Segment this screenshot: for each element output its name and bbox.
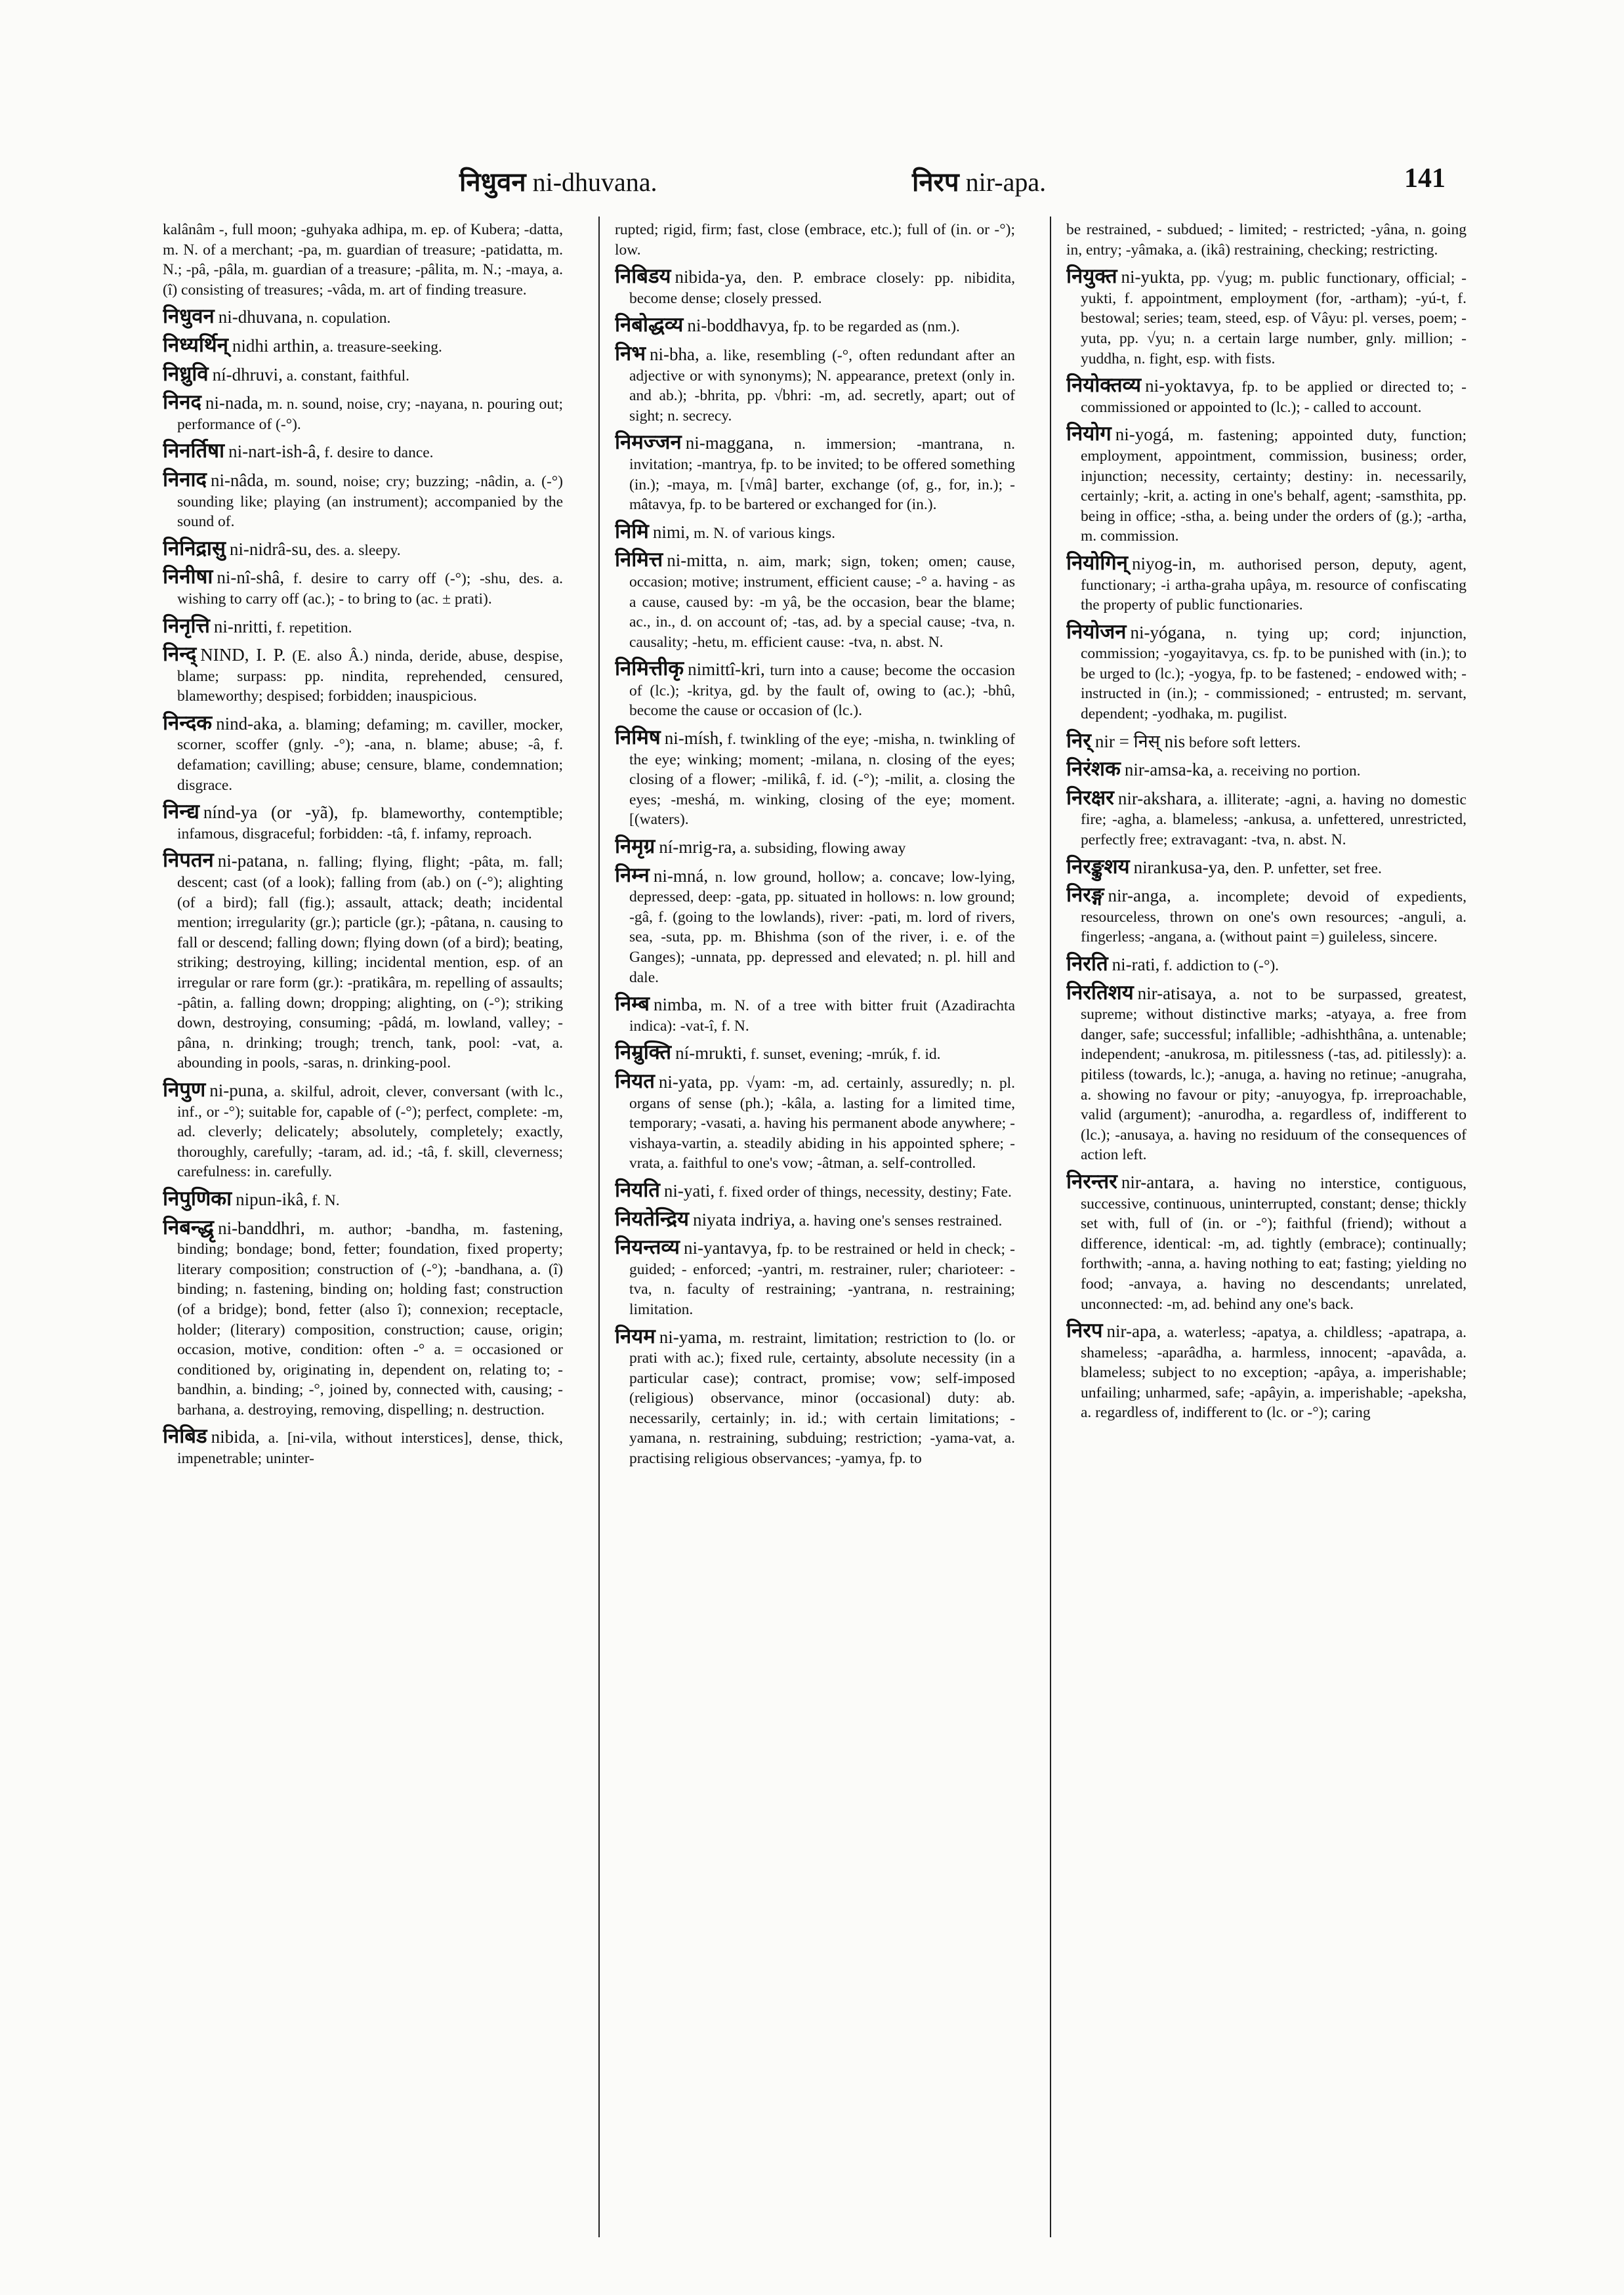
dictionary-entry: [163, 613, 563, 638]
entry-definition: des. a. sleepy.: [316, 541, 401, 559]
column-divider: [1050, 217, 1051, 2237]
entry-transliteration: nipun-ikâ,: [236, 1189, 308, 1209]
entry-definition: f. N.: [312, 1191, 340, 1209]
entry-transliteration: nidhi arthin,: [232, 335, 319, 356]
entry-definition: n. falling; flying, flight; -pâta, m. fall; descent; cast (of a look); falling from (ab.) on (-°); alighting (of a bird); fall (fig.); assault, attack; death; incidental mention; irregularity (gr.); particle (gr.); -pâtana, n. causing to fall or descend; falling down; flying down (of a bird); beating, striking; destroying, killing; incidental mention, esp. of an irregular or rare form (gr.): -pratikâra, m. repelling of assaults; -pâtin, a. falling down; dropping; alighting, on (-°); striking down, destroying, consuming; -pâdá, m. lowland, valley; -pâna, n. drinking; trough; trench, tank, pool: -vat, a. abounding in pools, -saras, n. drinking-pool.: [177, 854, 563, 1072]
dictionary-entry: [163, 467, 563, 532]
entry-transliteration: ni-bha,: [650, 344, 699, 364]
running-head-left-devanagari: निधुवन: [459, 167, 526, 197]
entry-headword: नियुक्त: [1066, 264, 1117, 289]
entry-headword: निभ: [615, 341, 646, 365]
entry-transliteration: nimittî-kri,: [688, 659, 765, 680]
dictionary-entry: [1066, 550, 1467, 615]
dictionary-entry: [1066, 728, 1467, 753]
entry-definition: n. immersion; -mantrana, n. invitation; -mantrya, fp. to be invited; to be offered something (in.); -maya, m. [√mâ] barter, exchange (of, g., for, in.); -mâtavya, fp. to be bartered or exchanged for (in.).: [629, 436, 1015, 514]
dictionary-column-2: [615, 220, 1015, 2227]
entry-transliteration: ni-puna,: [209, 1080, 268, 1100]
entry-transliteration: ni-mná,: [653, 865, 709, 886]
running-head-left: [459, 163, 657, 199]
entry-definition: f. twinkling of the eye; -misha, n. twinkling of the eye; winking; moment; -milana, n. closing of the eyes; closing of a flower; -milikâ, f. id. (-°); -milit, a. closing the eyes; -meshá, m. winking, closing of the eye; moment. [(waters).: [629, 731, 1015, 829]
dictionary-entry: [163, 1186, 563, 1211]
entry-definition: f. fixed order of things, necessity, destiny; Fate.: [718, 1183, 1012, 1201]
entry-headword: निबिडय: [615, 264, 671, 289]
entry-headword: निनृत्ति: [163, 613, 210, 638]
dictionary-entry: [1066, 220, 1467, 260]
dictionary-entry: [163, 644, 563, 707]
entry-definition: a. having no interstice, contiguous, successive, continuous, uninterrupted, constant; dense; thickly set with, full of (in. or -°); faithful (friend); without a difference, identical: -m, ad. tightly (embrace); continually; forthwith; -anna, a. having nothing to eat; fasting; yielding no food; -anvaya, a. having no descendants; unrelated, unconnected: -m, ad. behind any one's back.: [1081, 1174, 1467, 1313]
entry-definition: a. incomplete; devoid of expedients, resourceless, thrown on one's own resources; -anguli, a. fingerless; -angana, a. (without paint =) guileless, sincere.: [1081, 888, 1467, 946]
entry-transliteration: nir-apa,: [1106, 1321, 1161, 1342]
entry-headword: निरङ्ग: [1066, 883, 1104, 907]
dictionary-entry: [163, 1077, 563, 1182]
entry-definition: a. treasure-seeking.: [322, 338, 442, 356]
entry-transliteration: ni-nâda,: [210, 470, 268, 490]
entry-headword: नियोजन: [1066, 619, 1127, 644]
entry-headword: निनीषा: [163, 565, 213, 589]
entry-transliteration: nir-atisaya,: [1137, 983, 1217, 1003]
dictionary-entry: [1066, 1169, 1467, 1314]
dictionary-entry: [615, 837, 1015, 859]
entry-transliteration: NIND, I. P.: [200, 645, 286, 665]
dictionary-entry: [615, 659, 1015, 721]
entry-definition: den. P. embrace closely: pp. nibidita, become dense; closely pressed.: [629, 270, 1015, 307]
entry-transliteration: ní-dhruvi,: [212, 364, 283, 384]
entry-headword: नियन्तव्य: [615, 1235, 680, 1260]
entry-headword: निम्न: [615, 863, 650, 887]
entry-headword: नियतेन्द्रिय: [615, 1207, 689, 1231]
dictionary-entry: [615, 1209, 1015, 1231]
entry-transliteration: ni-dhuvana,: [218, 307, 302, 327]
entry-definition: a. waterless; -apatya, a. childless; -apatrapa, a. shameless; -aparâdha, a. harmless, innocent; -apavâda, a. blameless; subject to no exception; -apâya, a. imperishable; unfailing; unharmed, safe; -apâyin, a. imperishable; -apeksha, a. regardless of, indifferent to (lc. or -°); caring: [1081, 1324, 1467, 1422]
dictionary-entry: [615, 1043, 1015, 1065]
entry-definition: a. receiving no portion.: [1217, 762, 1361, 780]
entry-transliteration: ni-yógana,: [1130, 622, 1206, 642]
entry-definition: a. not to be surpassed, greatest, supreme; without distinctive marks; -atyaya, a. free from danger, safe; successful; infallible; -adhishthâna, a. untenable; independent; -anukrosa, m. pitilessness (-tas, ad. pitilessly): a. pitiless (towards, lc.); -anuga, a. having no retinue; -anugraha, a. showing no favour or pity; -anuyogya, fp. irreproachable, valid (argument); -anurodha, a. regardless of, indifferent to (lc.); -anusaya, a. having no residuum of the consequences of action left.: [1081, 985, 1467, 1164]
dictionary-column-1: [163, 220, 563, 2227]
entry-headword: निबोद्धव्य: [615, 313, 684, 337]
entry-definition: a. having one's senses restrained.: [799, 1212, 1003, 1230]
dictionary-entry: [615, 1180, 1015, 1203]
dictionary-entry: [1066, 885, 1467, 947]
entry-definition: f. addiction to (-°).: [1163, 957, 1280, 974]
dictionary-entry: [615, 432, 1015, 514]
entry-definition: fp. to be regarded as (nm.).: [793, 318, 960, 336]
entry-headword: निध्यर्थिन्: [163, 333, 228, 357]
entry-definition: a. subsiding, flowing away: [739, 840, 906, 858]
entry-transliteration: nibida,: [211, 1427, 260, 1447]
entry-headword: निरंशक: [1066, 757, 1121, 781]
entry-definition: m. N. of various kings.: [693, 524, 836, 542]
entry-headword: निपतन: [163, 848, 214, 873]
entry-transliteration: niyog-in,: [1131, 553, 1197, 573]
entry-definition: f. sunset, evening; -mrúk, f. id.: [750, 1046, 941, 1064]
entry-transliteration: ní-mrukti,: [675, 1043, 747, 1064]
entry-definition: fp. to be applied or directed to; - commissioned or appointed to (lc.); - called to account.: [1081, 379, 1467, 416]
dictionary-entry: [163, 220, 563, 300]
entry-headword: नियत: [615, 1069, 655, 1093]
entry-headword: नियति: [615, 1178, 660, 1202]
entry-definition: n. copulation.: [306, 310, 391, 327]
dictionary-entry: [1066, 980, 1467, 1165]
entry-transliteration: nirankusa-ya,: [1133, 857, 1230, 877]
entry-headword: निर्: [1066, 728, 1091, 753]
dictionary-entry: [615, 1237, 1015, 1319]
entry-transliteration: ni-yama,: [659, 1327, 722, 1347]
entry-headword: निनद: [163, 390, 201, 415]
dictionary-entry: [615, 519, 1015, 544]
dictionary-entry: [163, 392, 563, 434]
entry-definition: a. skilful, adroit, clever, conversant (with lc., inf., or -°); suitable for, capable of (-°); perfect, complete: -m, ad. cleverly; delicately; absolutely, completely; exactly, thoroughly, carefully; -taram, ad. id.; -tâ, f. skill, cleverness; carefulness: in. carefully.: [177, 1083, 563, 1181]
entry-definition: pp. √yug; m. public functionary, official; -yukti, f. appointment, employment (for, -artham); -yú-t, f. bestowal; series; team, steed, esp. of Vâyu: pl. verses, poem; -yuta, pp. √yu; n. a certain large number, gnly. million; -yuddha, n. fight, esp. with fists.: [1081, 270, 1467, 367]
entry-definition: den. P. unfetter, set free.: [1233, 859, 1382, 877]
dictionary-entry: [615, 315, 1015, 337]
entry-headword: निबन्द्धृ: [163, 1215, 215, 1239]
entry-definition: rupted; rigid, firm; fast, close (embrace, etc.); full of (in. or -°); low.: [615, 221, 1015, 258]
running-head-center: [912, 163, 1046, 199]
entry-transliteration: ni-nritti,: [213, 616, 273, 636]
dictionary-entry: [163, 1426, 563, 1468]
dictionary-entry: [1066, 954, 1467, 976]
entry-definition: (E. also Â.) ninda, deride, abuse, despise, blame; surpass: pp. nindita, reprehended, censured, blameworthy; despised; forbidden; inauspicious.: [177, 648, 563, 705]
entry-definition: m. restraint, limitation; restriction to (lo. or prati with ac.); fixed rule, certainty, absolute necessity (in a particular case); contract, promise; vow; self-imposed (religious) observance, minor (occasional) duty: ab. necessarily, certainly; in. id.; with certain limitations; -yamana, n. restraining, subduing; restriction; -yama-vat, a. practising religious observances; -yamya, fp. to: [629, 1329, 1015, 1468]
entry-headword: नियम: [615, 1324, 656, 1348]
dictionary-entry: [163, 335, 563, 358]
dictionary-entry: [1066, 424, 1467, 547]
dictionary-entry: [163, 441, 563, 463]
dictionary-entry: [615, 865, 1015, 988]
entry-headword: नियोक्तव्य: [1066, 373, 1142, 398]
entry-transliteration: ní-mrig-ra,: [659, 837, 736, 858]
dictionary-entry: [1066, 785, 1467, 850]
entry-definition: kalânâm -, full moon; -guhyaka adhipa, m. ep. of Kubera; -datta, m. N. of a merchant; -pa, m. guardian of treasure; -patidatta, m. N.; -pâ, -pâla, m. guardian of a treasure; -pâlita, m. N.; -maya, a. (î) consisting of treasures; -vâda, m. art of finding treasure.: [163, 221, 563, 299]
dictionary-entry: [163, 567, 563, 609]
entry-transliteration: niyata indriya,: [692, 1209, 795, 1230]
dictionary-entry: [615, 220, 1015, 260]
entry-transliteration: ni-yantavya,: [684, 1238, 772, 1258]
entry-headword: नियोगिन्: [1066, 550, 1128, 575]
entry-definition: f. repetition.: [276, 619, 352, 636]
dictionary-entry: [1066, 375, 1467, 417]
entry-definition: turn into a cause; become the occasion of (lc.); -kritya, gd. by the fault of, owing to (ac.); -bhû, become the cause or occasion of (lc.).: [629, 662, 1015, 720]
dictionary-entry: [163, 1215, 563, 1420]
dictionary-entry: [615, 341, 1015, 426]
entry-headword: निपुणिका: [163, 1186, 232, 1210]
entry-transliteration: ni-yogá,: [1115, 424, 1174, 445]
entry-transliteration: ni-mísh,: [664, 728, 723, 749]
dictionary-entry: [1066, 619, 1467, 724]
entry-transliteration: ni-nart-ish-â,: [228, 442, 321, 462]
dictionary-entry: [163, 802, 563, 844]
entry-headword: निरङ्कुशय: [1066, 854, 1130, 879]
entry-headword: निध्रुवि: [163, 362, 209, 386]
entry-headword: निम्ब: [615, 992, 650, 1016]
entry-headword: निरति: [1066, 952, 1108, 976]
entry-definition: a. illiterate; -agni, a. having no domestic fire; -agha, a. blameless; -ankusa, a. unfettered, unrestricted, perfectly free; extravagant: -tva, n. abst. N.: [1081, 791, 1467, 849]
dictionary-entry: [615, 550, 1015, 652]
entry-headword: निनिद्रासु: [163, 536, 226, 560]
entry-definition: fp. to be restrained or held in check; - guided; - enforced; -yantri, m. restrainer, ruler; charioteer: -tva, n. faculty of restraining; -yantrana, n. restraining; limitation.: [629, 1241, 1015, 1318]
entry-definition: m. n. sound, noise, cry; -nayana, n. pouring out; performance of (-°).: [177, 396, 563, 433]
entry-definition: a. like, resembling (-°, often redundant after an adjective or with synonyms); N. appearance, pretext (only in. and ab.); -bhrita, pp. √bhri: -m, ad. secretly, apart; out of sight; n. secrecy.: [629, 346, 1015, 424]
entry-transliteration: ni-nidrâ-su,: [229, 539, 312, 559]
entry-definition: f. desire to carry off (-°); -shu, des. a. wishing to carry off (ac.); - to bring to (ac. ± prati).: [177, 570, 563, 608]
dictionary-entry: [163, 850, 563, 1073]
entry-definition: f. desire to dance.: [324, 444, 434, 462]
entry-definition: m. N. of a tree with bitter fruit (Azadirachta indica): -vat-î, f. N.: [629, 997, 1015, 1035]
entry-headword: निमित्त: [615, 548, 663, 572]
dictionary-entry: [615, 1324, 1015, 1469]
entry-definition: m. fastening; appointed duty, function; employment, appointment, commission, business; order, injunction; necessity, certainty; destiny: in. necessarily, certainly; -krit, a. acting in one's behalf, agent; -samsthita, pp. being in office; -stha, a. being under the orders of (g.); -artha, m. commission.: [1081, 427, 1467, 545]
entry-definition: n. low ground, hollow; a. concave; low-lying, depressed, deep: -gata, pp. situated in hollows: n. low ground; -gâ, f. (going to the lowlands), river: -pati, m. lord of rivers, sea, -suta, pp. m. Bhishma (son of the river, i. e. of the Ganges); -unnata, pp. depressed and elevated; n. pl. hill and dale.: [629, 868, 1015, 986]
running-head-center-latin: nir-apa.: [965, 167, 1047, 197]
dictionary-entry: [1066, 1321, 1467, 1423]
entry-headword: निम्रुक्ति: [615, 1041, 672, 1065]
entry-headword: निमृग्र: [615, 835, 656, 859]
entry-definition: be restrained, - subdued; - limited; - restricted; -yâna, n. going in, entry; -yâmaka, a. (ikâ) restraining, checking; restricting.: [1066, 221, 1467, 258]
entry-definition: a. [ni-vila, without interstices], dense, thick, impenetrable; uninter-: [177, 1430, 563, 1468]
entry-definition: before soft letters.: [1189, 734, 1301, 751]
entry-headword: निमित्तीकृ: [615, 657, 684, 681]
entry-definition: m. author; -bandha, m. fastening, binding; bondage; bond, fetter; foundation, fixed property; literary composition; construction of (-°); -bandhana, a. (î) binding; n. fastening, binding on; holding fast; construction (of a bridge); bond, fetter (also î); connexion; receptacle, holder; (literary) composition, construction; cause, origin; occasion, motive, condition: often -° a. = occasioned or conditioned by, originating in, dependent on, relating to; -bandhin, a. binding; -°, joined by, connected with, causing; -barhana, a. destroying, removing, dispelling; n. destruction.: [177, 1220, 563, 1418]
dictionary-column-3: [1066, 220, 1467, 2227]
dictionary-entry: [163, 306, 563, 329]
entry-transliteration: nir-antara,: [1121, 1172, 1194, 1192]
entry-definition: a. blaming; defaming; m. caviller, mocker, scorner, scoffer (gnly. -°); -ana, n. blame; abuse; -â, f. defamation; cavilling; abuse; censure, blame, condemnation; disgrace.: [177, 716, 563, 794]
entry-transliteration: nimi,: [652, 522, 690, 542]
entry-definition: n. tying up; cord; injunction, commission; -yogayitavya, cs. fp. to be punished with (in.); to be urged to (lc.); -yogya, fp. to be fastened; - endowed with; - instructed in (in.); - commissioned; - entrusted; m. servant, dependent; -yodhaka, m. pugilist.: [1081, 625, 1467, 723]
entry-transliteration: ni-maggana,: [685, 433, 774, 453]
dictionary-entry: [1066, 266, 1467, 369]
entry-transliteration: nir-akshara,: [1117, 788, 1202, 808]
entry-transliteration: nimba,: [654, 995, 703, 1015]
entry-headword: निरक्षर: [1066, 785, 1114, 810]
dictionary-entry: [163, 364, 563, 386]
dictionary-entry: [1066, 854, 1467, 879]
entry-headword: निरन्तर: [1066, 1169, 1117, 1193]
entry-transliteration: nir-anga,: [1108, 886, 1171, 906]
entry-transliteration: ni-mitta,: [667, 550, 728, 571]
entry-transliteration: ni-nada,: [205, 393, 263, 413]
entry-definition: a. constant, faithful.: [286, 367, 409, 384]
running-head-left-latin: ni-dhuvana.: [532, 167, 657, 197]
entry-transliteration: ni-patana,: [217, 851, 288, 871]
dictionary-entry: [615, 1071, 1015, 1174]
column-divider: [598, 217, 600, 2237]
entry-transliteration: nir = निस् nis: [1094, 731, 1186, 751]
entry-headword: निमज्जन: [615, 430, 682, 455]
dictionary-entry: [615, 266, 1015, 308]
entry-definition: fp. blameworthy, contemptible; infamous, disgraceful; forbidden: -tâ, f. infamy, reproach.: [177, 805, 563, 842]
entry-headword: निधुवन: [163, 304, 215, 329]
entry-headword: निमि: [615, 519, 649, 543]
entry-headword: निन्द्: [163, 642, 197, 667]
entry-definition: m. authorised person, deputy, agent, functionary; -i artha-graha upâya, m. resource of confiscating the property of public functionaries.: [1081, 556, 1467, 614]
entry-transliteration: nibida-ya,: [675, 267, 747, 287]
entry-headword: निबिड: [163, 1424, 207, 1449]
entry-transliteration: ni-nî-shâ,: [217, 568, 285, 588]
entry-transliteration: nínd-ya (or -yã),: [203, 802, 339, 823]
entry-headword: नियोग: [1066, 422, 1112, 446]
dictionary-entry: [163, 713, 563, 795]
dictionary-entry: [163, 536, 563, 561]
entry-transliteration: ni-yukta,: [1121, 267, 1185, 287]
entry-definition: n. aim, mark; sign, token; omen; cause, occasion; motive; instrument, efficient cause; -° a. having - as a cause, caused by: -m yâ, be the occasion, bear the blame; ac., in., d. on account of; -tas, ad. by a special cause; -tva, n. causality; -hetu, m. efficient cause: -tva, n. abst. N.: [629, 553, 1015, 651]
entry-transliteration: ni-banddhri,: [218, 1218, 305, 1238]
entry-headword: निमिष: [615, 726, 661, 750]
entry-headword: निरप: [1066, 1319, 1103, 1343]
entry-transliteration: ni-yati,: [663, 1180, 715, 1201]
entry-headword: निपुण: [163, 1077, 206, 1102]
running-head-center-devanagari: निरप: [912, 167, 959, 197]
page-number: 141: [1404, 163, 1446, 194]
entry-headword: निनाद: [163, 467, 207, 491]
entry-transliteration: ni-yata,: [658, 1071, 713, 1092]
entry-transliteration: ni-yoktavya,: [1145, 376, 1234, 396]
entry-headword: निन्द्य: [163, 800, 199, 824]
page-header: [157, 163, 1470, 202]
dictionary-entry: [615, 994, 1015, 1036]
dictionary-entry: [1066, 759, 1467, 781]
entry-headword: निनर्तिषा: [163, 439, 225, 463]
entry-definition: pp. √yam: -m, ad. certainly, assuredly; n. pl. organs of sense (ph.); -kâla, a. lasting for a limited time, temporary; -vasati, a. having his permanent abode anywhere; -vishaya-vartin, a. steadily abiding in his appointed sphere; -vrata, a. faithful to one's vow; -âtman, a. self-controlled.: [629, 1074, 1015, 1172]
entry-transliteration: ni-rati,: [1112, 955, 1160, 974]
dictionary-entry: [615, 728, 1015, 830]
entry-transliteration: nind-aka,: [216, 713, 283, 734]
entry-headword: निन्दक: [163, 711, 213, 735]
entry-transliteration: ni-boddhavya,: [687, 316, 789, 336]
entry-transliteration: nir-amsa-ka,: [1124, 760, 1213, 780]
entry-definition: m. sound, noise; cry; buzzing; -nâdin, a. (-°) sounding like; playing (an instrument); accompanied by the sound of.: [177, 472, 563, 531]
entry-headword: निरतिशय: [1066, 980, 1134, 1004]
